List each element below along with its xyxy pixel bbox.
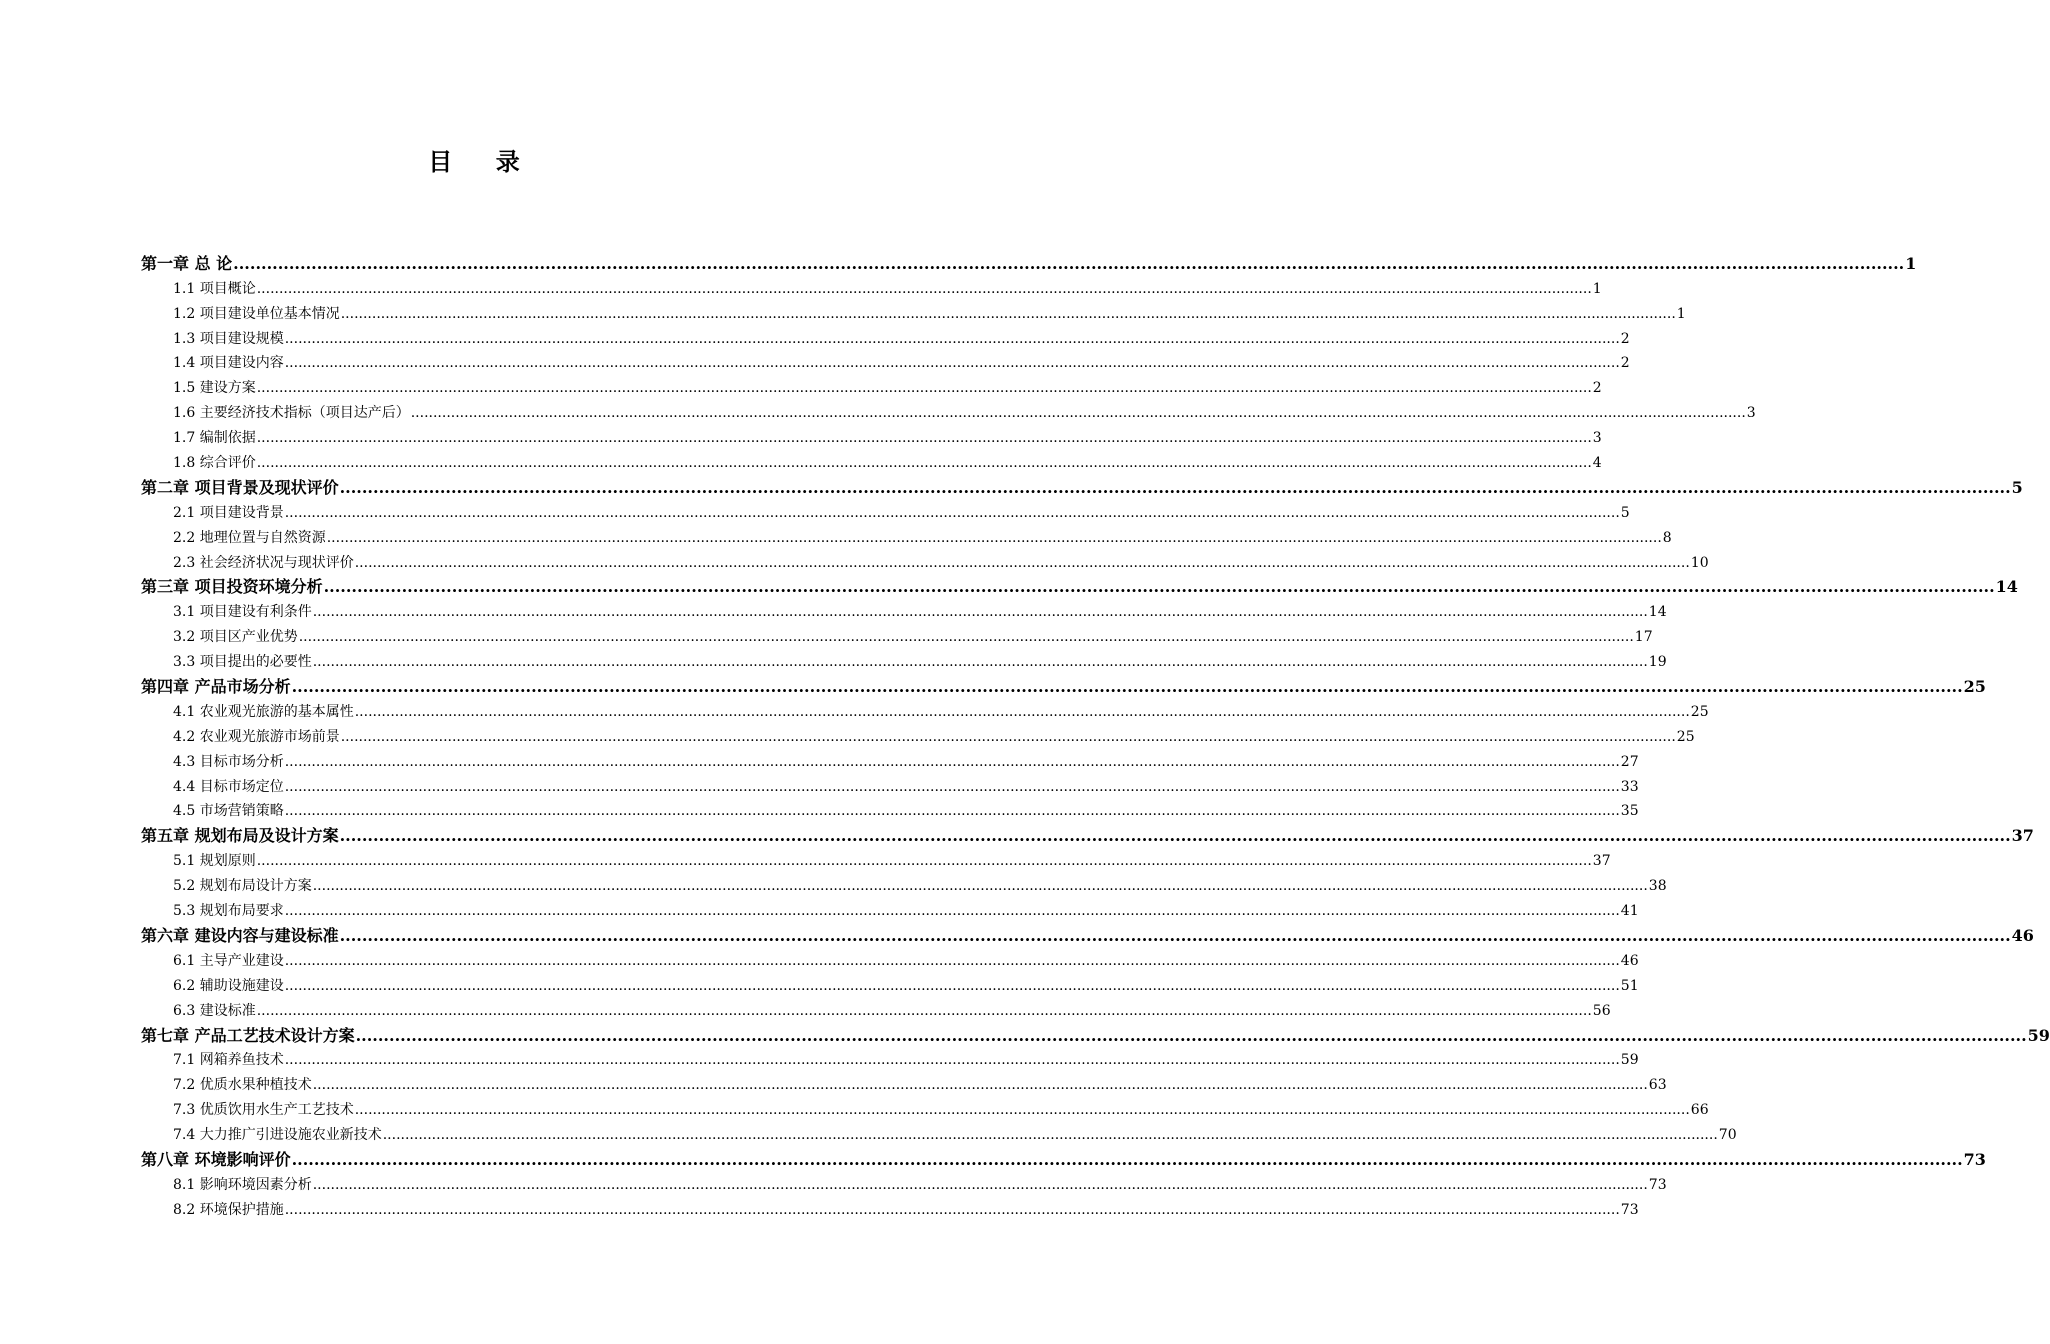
toc-entry-label: 1.4 项目建设内容: [173, 355, 284, 372]
toc-section-entry[interactable]: [141, 647, 1667, 672]
toc-entry-page-number: 73: [1620, 1201, 1639, 1218]
table-of-contents: [141, 249, 2050, 1220]
toc-leader-dots: ............................................................................................................................................................................................................................................................................................................: [340, 728, 1676, 745]
toc-entry-page-number: 73: [1963, 1149, 1986, 1169]
toc-entry-page-number: 25: [1690, 703, 1709, 720]
toc-leader-dots: ............................................................................................................................................................................................................................................................................................................: [354, 554, 1690, 571]
toc-leader-dots: ............................................................................................................................................................................................................................................................................................................: [256, 1002, 1592, 1019]
toc-leader-dots: ............................................................................................................................................................................................................................................................................................................: [256, 430, 1592, 447]
toc-section-entry[interactable]: [141, 1170, 1667, 1195]
toc-entry-label: 5.1 规划原则: [173, 853, 256, 870]
toc-entry-label: 2.3 社会经济状况与现状评价: [173, 554, 354, 571]
toc-leader-dots: ............................................................................................................................................................................................................................................................................................................: [312, 1176, 1648, 1193]
toc-entry-label: 4.5 市场营销策略: [173, 803, 284, 820]
toc-entry-page-number: 59: [1620, 1052, 1639, 1069]
toc-entry-label: 3.2 项目区产业优势: [173, 629, 298, 646]
toc-leader-dots: ............................................................................................................................................................................................................................................................................................................: [284, 753, 1620, 770]
toc-leader-dots: ............................................................................................................................................................................................................................................................................................................: [284, 355, 1620, 372]
toc-section-entry[interactable]: [141, 498, 1630, 523]
toc-entry-page-number: 8: [1662, 529, 1672, 546]
toc-entry-page-number: 3: [1592, 430, 1602, 447]
toc-leader-dots: ............................................................................................................................................................................................................................................................................................................: [323, 577, 1995, 597]
toc-section-entry[interactable]: [141, 398, 1756, 423]
toc-leader-dots: ............................................................................................................................................................................................................................................................................................................: [256, 853, 1592, 870]
toc-leader-dots: ............................................................................................................................................................................................................................................................................................................: [284, 504, 1620, 521]
toc-entry-label: 1.2 项目建设单位基本情况: [173, 305, 340, 322]
toc-entry-label: 1.7 编制依据: [173, 430, 256, 447]
toc-section-entry[interactable]: [141, 772, 1639, 797]
toc-entry-label: 6.1 主导产业建设: [173, 952, 284, 969]
toc-leader-dots: ............................................................................................................................................................................................................................................................................................................: [339, 925, 2011, 945]
toc-chapter-entry[interactable]: [141, 473, 2023, 498]
toc-leader-dots: ............................................................................................................................................................................................................................................................................................................: [284, 778, 1620, 795]
toc-leader-dots: ............................................................................................................................................................................................................................................................................................................: [339, 477, 2011, 497]
toc-entry-label: 3.3 项目提出的必要性: [173, 654, 312, 671]
toc-entry-label: 4.2 农业观光旅游市场前景: [173, 728, 340, 745]
toc-section-entry[interactable]: [141, 373, 1602, 398]
toc-entry-page-number: 1: [1592, 280, 1602, 297]
toc-section-entry[interactable]: [141, 523, 1672, 548]
toc-entry-page-number: 63: [1648, 1077, 1667, 1094]
toc-section-entry[interactable]: [141, 846, 1611, 871]
toc-entry-page-number: 14: [1648, 604, 1667, 621]
toc-leader-dots: ............................................................................................................................................................................................................................................................................................................: [382, 1127, 1718, 1144]
toc-entry-label: 第二章 项目背景及现状评价: [141, 477, 339, 497]
toc-entry-label: 第七章 产品工艺技术设计方案: [141, 1025, 355, 1045]
toc-chapter-entry[interactable]: [141, 672, 1986, 697]
toc-section-entry[interactable]: [141, 747, 1639, 772]
toc-leader-dots: ............................................................................................................................................................................................................................................................................................................: [256, 280, 1592, 297]
toc-entry-page-number: 59: [2027, 1025, 2050, 1045]
toc-section-entry[interactable]: [141, 697, 1709, 722]
toc-entry-page-number: 37: [1592, 853, 1611, 870]
toc-leader-dots: ............................................................................................................................................................................................................................................................................................................: [291, 677, 1963, 697]
toc-entry-page-number: 19: [1648, 654, 1667, 671]
toc-entry-label: 1.5 建设方案: [173, 380, 256, 397]
toc-entry-label: 第八章 环境影响评价: [141, 1149, 291, 1169]
toc-entry-label: 2.2 地理位置与自然资源: [173, 529, 326, 546]
toc-section-entry[interactable]: [141, 349, 1630, 374]
toc-entry-page-number: 2: [1620, 330, 1630, 347]
toc-entry-label: 4.3 目标市场分析: [173, 753, 284, 770]
toc-entry-page-number: 56: [1592, 1002, 1611, 1019]
toc-section-entry[interactable]: [141, 1070, 1667, 1095]
toc-entry-page-number: 10: [1690, 554, 1709, 571]
toc-leader-dots: ............................................................................................................................................................................................................................................................................................................: [326, 529, 1662, 546]
toc-entry-page-number: 33: [1620, 778, 1639, 795]
toc-entry-page-number: 2: [1620, 355, 1630, 372]
toc-entry-page-number: 17: [1634, 629, 1653, 646]
toc-chapter-entry[interactable]: [141, 1021, 2050, 1046]
toc-entry-page-number: 38: [1648, 878, 1667, 895]
toc-leader-dots: ............................................................................................................................................................................................................................................................................................................: [284, 330, 1620, 347]
toc-leader-dots: ............................................................................................................................................................................................................................................................................................................: [298, 629, 1634, 646]
toc-leader-dots: ............................................................................................................................................................................................................................................................................................................: [312, 878, 1648, 895]
toc-section-entry[interactable]: [141, 722, 1695, 747]
toc-leader-dots: ............................................................................................................................................................................................................................................................................................................: [355, 1025, 2027, 1045]
toc-section-entry[interactable]: [141, 871, 1667, 896]
toc-chapter-entry[interactable]: [141, 921, 2034, 946]
toc-leader-dots: ............................................................................................................................................................................................................................................................................................................: [256, 380, 1592, 397]
toc-section-entry[interactable]: [141, 946, 1639, 971]
toc-leader-dots: ............................................................................................................................................................................................................................................................................................................: [339, 826, 2011, 846]
toc-entry-label: 7.4 大力推广引进设施农业新技术: [173, 1127, 382, 1144]
toc-leader-dots: ............................................................................................................................................................................................................................................................................................................: [354, 1102, 1690, 1119]
toc-section-entry[interactable]: [141, 622, 1653, 647]
toc-section-entry[interactable]: [141, 996, 1611, 1021]
toc-entry-page-number: 70: [1718, 1127, 1737, 1144]
toc-entry-label: 第一章 总 论: [141, 253, 233, 273]
toc-section-entry[interactable]: [141, 448, 1602, 473]
toc-leader-dots: ............................................................................................................................................................................................................................................................................................................: [284, 1201, 1620, 1218]
toc-section-entry[interactable]: [141, 896, 1639, 921]
toc-section-entry[interactable]: [141, 1046, 1639, 1071]
toc-section-entry[interactable]: [141, 274, 1602, 299]
toc-leader-dots: ............................................................................................................................................................................................................................................................................................................: [256, 455, 1592, 472]
toc-leader-dots: ............................................................................................................................................................................................................................................................................................................: [291, 1149, 1963, 1169]
toc-entry-page-number: 46: [2011, 925, 2034, 945]
toc-section-entry[interactable]: [141, 548, 1709, 573]
toc-leader-dots: ............................................................................................................................................................................................................................................................................................................: [233, 253, 1905, 273]
toc-entry-page-number: 14: [1995, 577, 2018, 597]
toc-entry-page-number: 41: [1620, 903, 1639, 920]
toc-section-entry[interactable]: [141, 423, 1602, 448]
toc-entry-page-number: 66: [1690, 1102, 1709, 1119]
toc-entry-label: 4.4 目标市场定位: [173, 778, 284, 795]
toc-entry-page-number: 27: [1620, 753, 1639, 770]
toc-entry-label: 2.1 项目建设背景: [173, 504, 284, 521]
toc-entry-label: 第三章 项目投资环境分析: [141, 577, 323, 597]
toc-entry-label: 1.1 项目概论: [173, 280, 256, 297]
toc-leader-dots: ............................................................................................................................................................................................................................................................................................................: [284, 803, 1620, 820]
toc-entry-page-number: 2: [1592, 380, 1602, 397]
toc-entry-page-number: 25: [1676, 728, 1695, 745]
toc-section-entry[interactable]: [141, 597, 1667, 622]
toc-leader-dots: ............................................................................................................................................................................................................................................................................................................: [284, 952, 1620, 969]
toc-entry-page-number: 5: [2011, 477, 2023, 497]
toc-entry-label: 7.2 优质水果种植技术: [173, 1077, 312, 1094]
toc-entry-page-number: 3: [1746, 405, 1756, 422]
toc-section-entry[interactable]: [141, 1120, 1737, 1145]
toc-entry-label: 7.3 优质饮用水生产工艺技术: [173, 1102, 354, 1119]
toc-entry-label: 6.3 建设标准: [173, 1002, 256, 1019]
toc-leader-dots: ............................................................................................................................................................................................................................................................................................................: [354, 703, 1690, 720]
toc-chapter-entry[interactable]: [141, 1145, 1986, 1170]
toc-entry-label: 8.1 影响环境因素分析: [173, 1176, 312, 1193]
toc-entry-page-number: 1: [1905, 253, 1917, 273]
toc-chapter-entry[interactable]: [141, 573, 2018, 598]
toc-entry-label: 8.2 环境保护措施: [173, 1201, 284, 1218]
toc-entry-label: 第四章 产品市场分析: [141, 677, 291, 697]
toc-title: 目 录: [428, 148, 522, 176]
toc-entry-page-number: 1: [1676, 305, 1686, 322]
toc-entry-label: 1.8 综合评价: [173, 455, 256, 472]
toc-section-entry[interactable]: [141, 797, 1639, 822]
toc-entry-label: 6.2 辅助设施建设: [173, 977, 284, 994]
toc-section-entry[interactable]: [141, 1195, 1639, 1220]
toc-chapter-entry[interactable]: [141, 821, 2034, 846]
toc-entry-page-number: 4: [1592, 455, 1602, 472]
toc-entry-label: 7.1 网箱养鱼技术: [173, 1052, 284, 1069]
toc-entry-page-number: 5: [1620, 504, 1630, 521]
toc-section-entry[interactable]: [141, 299, 1686, 324]
toc-entry-page-number: 51: [1620, 977, 1639, 994]
toc-entry-label: 5.2 规划布局设计方案: [173, 878, 312, 895]
toc-chapter-entry[interactable]: [141, 249, 1917, 274]
toc-leader-dots: ............................................................................................................................................................................................................................................................................................................: [340, 305, 1676, 322]
toc-entry-label: 3.1 项目建设有利条件: [173, 604, 312, 621]
toc-entry-label: 1.6 主要经济技术指标（项目达产后）: [173, 405, 410, 422]
toc-entry-page-number: 73: [1648, 1176, 1667, 1193]
toc-section-entry[interactable]: [141, 971, 1639, 996]
toc-leader-dots: ............................................................................................................................................................................................................................................................................................................: [284, 903, 1620, 920]
toc-leader-dots: ............................................................................................................................................................................................................................................................................................................: [312, 1077, 1648, 1094]
toc-leader-dots: ............................................................................................................................................................................................................................................................................................................: [284, 1052, 1620, 1069]
toc-entry-page-number: 25: [1963, 677, 1986, 697]
toc-entry-label: 4.1 农业观光旅游的基本属性: [173, 703, 354, 720]
toc-entry-label: 1.3 项目建设规模: [173, 330, 284, 347]
toc-leader-dots: ............................................................................................................................................................................................................................................................................................................: [312, 604, 1648, 621]
toc-section-entry[interactable]: [141, 324, 1630, 349]
toc-leader-dots: ............................................................................................................................................................................................................................................................................................................: [312, 654, 1648, 671]
toc-entry-label: 第五章 规划布局及设计方案: [141, 826, 339, 846]
toc-entry-page-number: 37: [2011, 826, 2034, 846]
toc-entry-page-number: 46: [1620, 952, 1639, 969]
toc-entry-label: 5.3 规划布局要求: [173, 903, 284, 920]
toc-entry-label: 第六章 建设内容与建设标准: [141, 925, 339, 945]
toc-section-entry[interactable]: [141, 1095, 1709, 1120]
toc-entry-page-number: 35: [1620, 803, 1639, 820]
toc-leader-dots: ............................................................................................................................................................................................................................................................................................................: [284, 977, 1620, 994]
toc-leader-dots: ............................................................................................................................................................................................................................................................................................................: [410, 405, 1746, 422]
